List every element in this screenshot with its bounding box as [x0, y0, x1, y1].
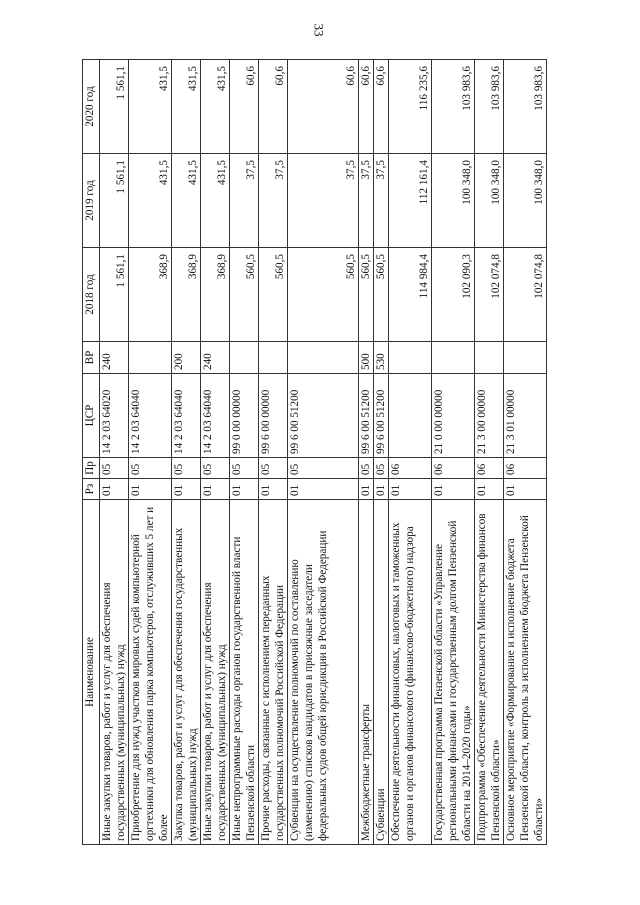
table-header-row [83, 60, 100, 845]
row-csr: 21 3 01 00000 [504, 374, 547, 458]
row-2019: 100 348,0 [504, 154, 547, 248]
table-row [359, 60, 374, 845]
row-name: Межбюджетные трансферты [359, 500, 374, 845]
row-rz: 01 [172, 479, 201, 500]
row-pr: 05 [230, 458, 259, 479]
row-vr [389, 342, 432, 374]
row-name: Подпрограмма «Обеспечение деятельности Министерства финансов Пензенской области» [475, 500, 504, 845]
row-pr: 06 [504, 458, 547, 479]
row-csr: 14 2 03 64040 [129, 374, 172, 458]
row-pr: 05 [374, 458, 389, 479]
row-name: Иные закупки товаров, работ и услуг для обеспечения государственных (муниципальных) нужд [100, 500, 129, 845]
row-2020: 60,6 [288, 60, 359, 154]
row-vr [504, 342, 547, 374]
row-rz: 01 [389, 479, 432, 500]
row-2019: 431,5 [172, 154, 201, 248]
row-vr: 500 [359, 342, 374, 374]
table-row [504, 60, 547, 845]
row-rz: 01 [129, 479, 172, 500]
row-2019: 37,5 [288, 154, 359, 248]
row-2020: 431,5 [129, 60, 172, 154]
row-name: Иные непрограммные расходы органов государственной власти Пензенской области [230, 500, 259, 845]
table-row [475, 60, 504, 845]
row-csr: 14 2 03 64040 [172, 374, 201, 458]
row-2018: 560,5 [359, 248, 374, 342]
row-2020: 431,5 [172, 60, 201, 154]
row-2020: 60,6 [374, 60, 389, 154]
row-2020: 116 235,6 [389, 60, 432, 154]
row-pr: 05 [288, 458, 359, 479]
row-vr: 200 [172, 342, 201, 374]
row-rz: 01 [100, 479, 129, 500]
row-2019: 112 161,4 [389, 154, 432, 248]
table-row [201, 60, 230, 845]
row-2020: 103 983,6 [504, 60, 547, 154]
row-2018: 560,5 [374, 248, 389, 342]
row-2019: 37,5 [259, 154, 288, 248]
row-csr: 99 6 00 00000 [259, 374, 288, 458]
row-2020: 60,6 [259, 60, 288, 154]
row-pr: 05 [359, 458, 374, 479]
row-csr: 21 0 00 00000 [432, 374, 475, 458]
row-name: Приобретение для нужд участков мировых судей компьютерной оргтехники для обновления парка компьютеров, отслуживших 5 лет и более [129, 500, 172, 845]
row-pr: 05 [201, 458, 230, 479]
page-number: 33 [311, 23, 327, 37]
row-2018: 102 074,8 [504, 248, 547, 342]
budget-table [82, 59, 547, 845]
table-row [129, 60, 172, 845]
row-name: Прочие расходы, связанные с исполнением переданных государственных полномочий Российской Федерации [259, 500, 288, 845]
row-2018: 114 984,4 [389, 248, 432, 342]
table-row [259, 60, 288, 845]
header-2018: 2018 год [83, 248, 100, 342]
row-csr: 99 6 00 51200 [359, 374, 374, 458]
row-2019: 37,5 [359, 154, 374, 248]
table-row [432, 60, 475, 845]
row-vr: 240 [100, 342, 129, 374]
header-vr: ВР [83, 342, 100, 374]
row-2018: 368,9 [172, 248, 201, 342]
row-rz: 01 [230, 479, 259, 500]
row-2018: 368,9 [201, 248, 230, 342]
row-rz: 01 [288, 479, 359, 500]
table-row [288, 60, 359, 845]
row-2019: 37,5 [230, 154, 259, 248]
table-row [100, 60, 129, 845]
row-pr: 06 [432, 458, 475, 479]
row-name: Субвенции [374, 500, 389, 845]
row-2020: 1 561,1 [100, 60, 129, 154]
row-2019: 431,5 [129, 154, 172, 248]
row-2020: 103 983,6 [432, 60, 475, 154]
row-csr [389, 374, 432, 458]
row-rz: 01 [374, 479, 389, 500]
row-csr: 99 0 00 00000 [230, 374, 259, 458]
row-pr: 05 [172, 458, 201, 479]
row-rz: 01 [359, 479, 374, 500]
header-2020: 2020 год [83, 60, 100, 154]
row-2018: 560,5 [288, 248, 359, 342]
row-2018: 102 090,3 [432, 248, 475, 342]
row-2018: 560,5 [259, 248, 288, 342]
row-pr: 06 [475, 458, 504, 479]
table-row [389, 60, 432, 845]
row-vr [288, 342, 359, 374]
row-csr: 14 2 03 64040 [201, 374, 230, 458]
row-csr: 99 6 00 51200 [288, 374, 359, 458]
row-2019: 431,5 [201, 154, 230, 248]
row-name: Закупка товаров, работ и услуг для обеспечения государственных (муниципальных) нужд [172, 500, 201, 845]
row-pr: 05 [259, 458, 288, 479]
row-rz: 01 [201, 479, 230, 500]
row-2020: 103 983,6 [475, 60, 504, 154]
header-csr: ЦСР [83, 374, 100, 458]
header-pr: Пр [83, 458, 100, 479]
row-vr [230, 342, 259, 374]
row-2020: 431,5 [201, 60, 230, 154]
row-vr [432, 342, 475, 374]
row-csr: 21 3 00 00000 [475, 374, 504, 458]
row-pr: 06 [389, 458, 432, 479]
row-2018: 1 561,1 [100, 248, 129, 342]
row-name: Иные закупки товаров, работ и услуг для обеспечения государственных (муниципальных) нужд [201, 500, 230, 845]
row-vr [475, 342, 504, 374]
row-vr: 240 [201, 342, 230, 374]
row-vr: 530 [374, 342, 389, 374]
row-2018: 560,5 [230, 248, 259, 342]
table-row [374, 60, 389, 845]
rotated-table-container [82, 60, 552, 845]
row-name: Государственная программа Пензенской области «Управление региональными финансами и государственным долгом Пензенской области на 2014–2020 годы» [432, 500, 475, 845]
row-2020: 60,6 [230, 60, 259, 154]
row-pr: 05 [100, 458, 129, 479]
row-2019: 100 348,0 [475, 154, 504, 248]
row-2019: 1 561,1 [100, 154, 129, 248]
row-csr: 14 2 03 64020 [100, 374, 129, 458]
row-rz: 01 [504, 479, 547, 500]
row-pr: 05 [129, 458, 172, 479]
row-2020: 60,6 [359, 60, 374, 154]
row-2018: 368,9 [129, 248, 172, 342]
row-2018: 102 074,8 [475, 248, 504, 342]
table-row [230, 60, 259, 845]
row-vr [129, 342, 172, 374]
row-rz: 01 [259, 479, 288, 500]
header-rz: Рз [83, 479, 100, 500]
row-name: Основное мероприятие «Формирование и исполнение бюджета Пензенской области, контроль за исполнением бюджета Пензенской области» [504, 500, 547, 845]
row-name: Обеспечение деятельности финансовых, налоговых и таможенных органов и органов финансового (финансово-бюджетного) надзора [389, 500, 432, 845]
row-rz: 01 [475, 479, 504, 500]
table-row [172, 60, 201, 845]
row-2019: 100 348,0 [432, 154, 475, 248]
row-2019: 37,5 [374, 154, 389, 248]
header-name: Наименование [83, 500, 100, 845]
header-2019: 2019 год [83, 154, 100, 248]
row-csr: 99 6 00 51200 [374, 374, 389, 458]
row-rz: 01 [432, 479, 475, 500]
row-name: Субвенции на осуществление полномочий по составлению (изменению) списков кандидатов в присяжные заседатели федеральных судов общей юрисдикции в Российской Федерации [288, 500, 359, 845]
row-vr [259, 342, 288, 374]
